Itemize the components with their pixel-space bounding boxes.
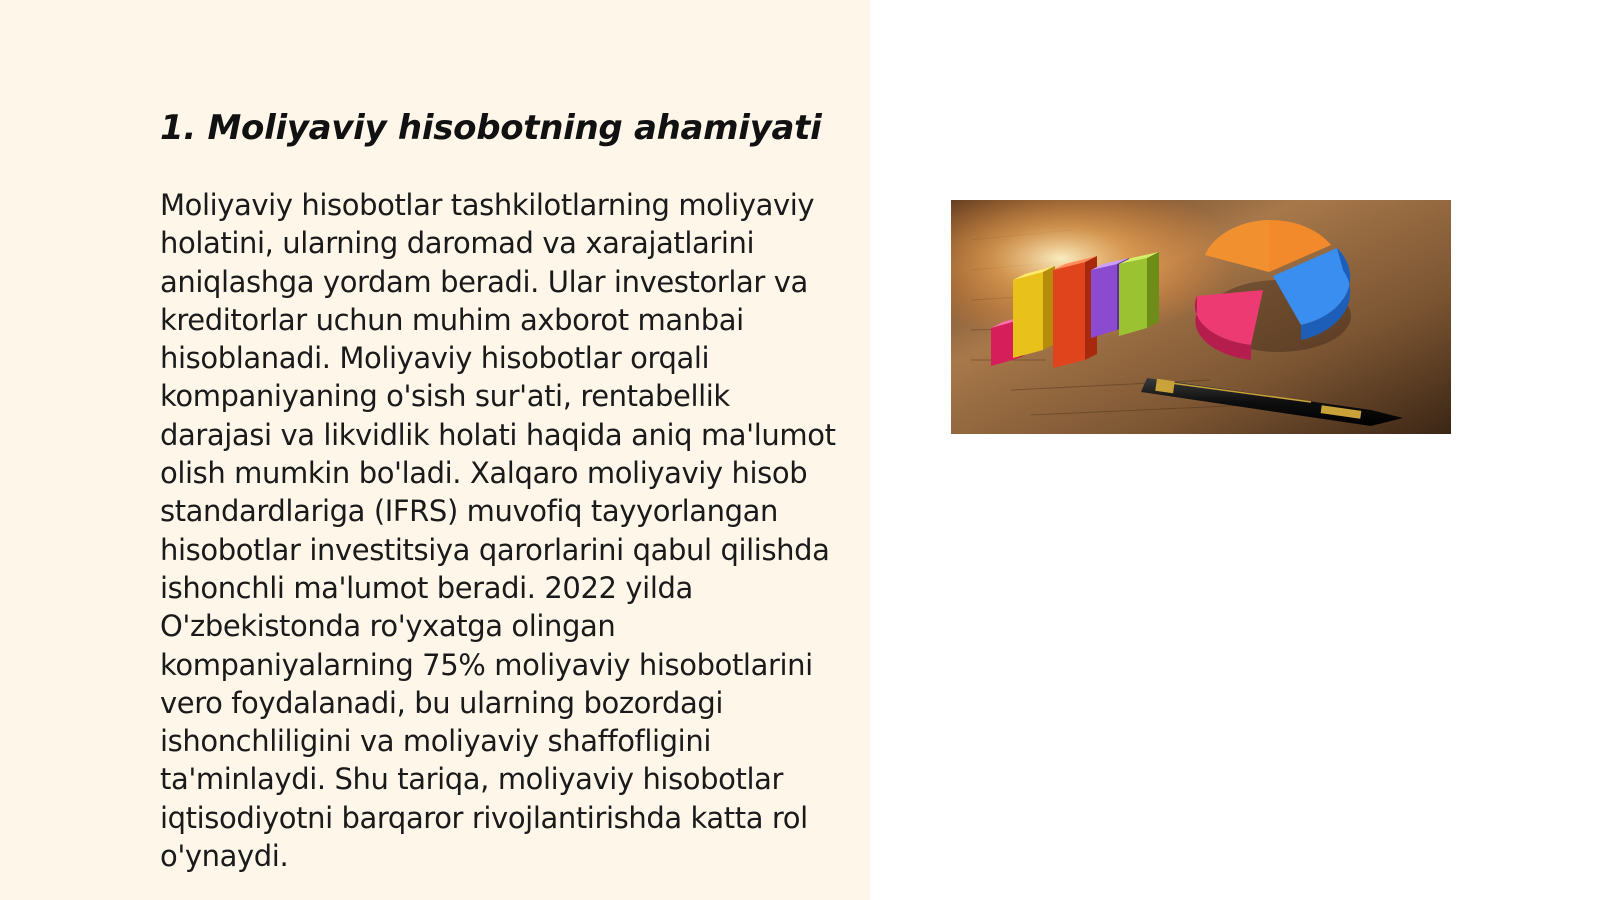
slide-heading: 1. Moliyaviy hisobotning ahamiyati <box>160 108 822 148</box>
slide-body-text: Moliyaviy hisobotlar tashkilotlarning moliyaviy holatini, ularning daromad va xarajatlarini aniqlashga yordam beradi. Ular investorlar va kreditorlar uchun muhim axborot manbai hisoblanadi. Moliyaviy hisobotlar orqali kompaniyaning o'sish sur'ati, rentabellik darajasi va likvidlik holati haqida aniq ma'lumot olish mumkin bo'ladi. Xalqaro moliyaviy hisob standardlariga (IFRS) muvofiq tayyorlangan hisobotlar investitsiya qarorlarini qabul qilishda ishonchli ma'lumot beradi. 2022 yilda O'zbekistonda ro'yxatga olingan kompaniyalarning 75% moliyaviy hisobotlarini vero foydalanadi, bu ularning bozordagi ishonchliligini va moliyaviy shaffofligini ta'minlaydi. Shu tariqa, moliyaviy hisobotlar iqtisodiyotni barqaror rivojlantirishda katta rol o'ynaydi. <box>160 188 836 874</box>
finance-charts-image <box>951 200 1451 434</box>
finance-charts-photo-icon <box>951 200 1451 434</box>
